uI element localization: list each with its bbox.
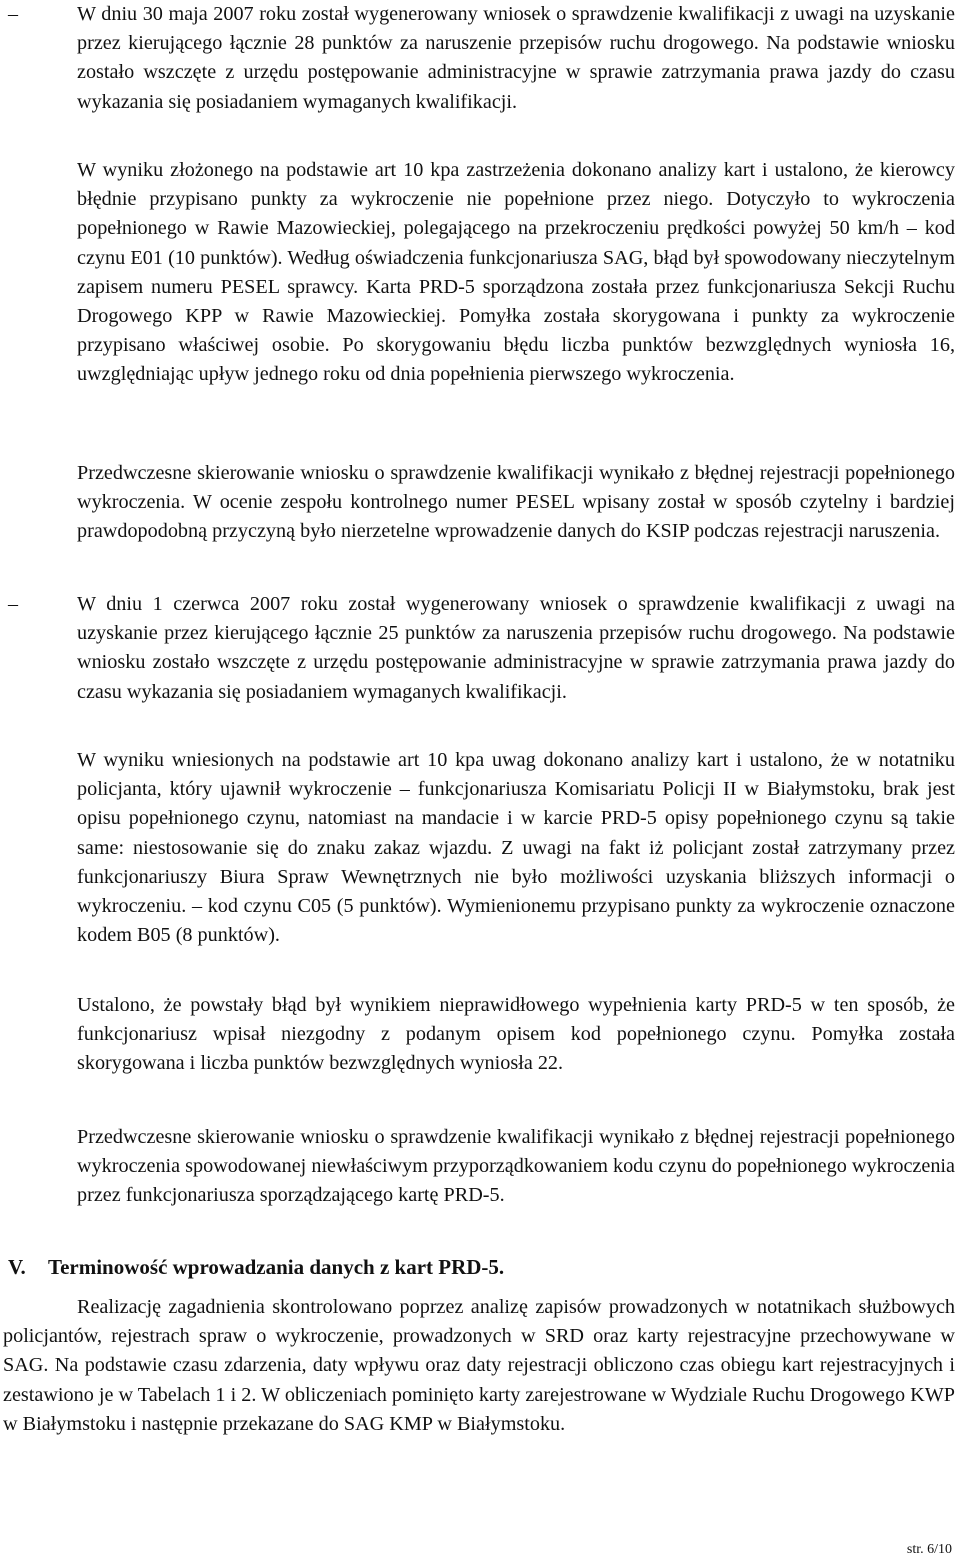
closing-paragraph: Realizację zagadnienia skontrolowano poprzez analizę zapisów prowadzonych w notatnikach służbowych policjantów, rejestrach spraw o wykroczenie, prowadzonych w SRD oraz karty rejestracyjne przechowywane w SAG. Na podstawie czasu zdarzenia, daty wpływu oraz daty rejestracji obliczono czas obiegu kart rejestracyjnych i zestawiono je w Tabelach 1 i 2. W obliczeniach pominięto karty zarejestrowane w Wydziale Ruchu Drogowego KWP w Białymstoku i następnie przekazane do SAG KMP w Białymstoku. — [3, 1296, 955, 1435]
section-title: Terminowość wprowadzania danych z kart PRD-5. — [48, 1255, 505, 1279]
section-heading — [8, 1253, 504, 1282]
item-2-paragraph-1: W dniu 1 czerwca 2007 roku został wygenerowany wniosek o sprawdzenie kwalifikacji z uwagi na uzyskanie przez kierującego łącznie 25 punktów za naruszenia przepisów ruchu drogowego. Na podstawie wniosku zostało wszczęte z urzędu postępowanie administracyjne w sprawie zatrzymania prawa jazdy do czasu wykazania się posiadaniem wymaganych kwalifikacji. — [77, 593, 955, 703]
section-number: V. — [8, 1255, 26, 1279]
page-number: str. 6/10 — [906, 1542, 952, 1557]
item-2-paragraph-2: W wyniku wniesionych na podstawie art 10 kpa uwag dokonano analizy kart i ustalono, że w notatniku policjanta, który ujawnił wykroczenie – funkcjonariusza Komisariatu Policji II w Białymstoku, brak jest opisu popełnionego czynu, natomiast na mandacie i w karcie PRD-5 opisy popełnionego czynu są takie same: niestosowanie się do znaku zakaz wjazdu. Z uwagi na fakt iż policjant został zatrzymany przez funkcjonariuszy Biura Spraw Wewnętrznych nie było możliwości uzyskania bliższych informacji o wykroczeniu. – kod czynu C05 (5 punktów). Wymienionemu przypisano punkty za wykroczenie oznaczone kodem B05 (8 punktów). — [77, 749, 955, 947]
bullet-dash: – — [8, 3, 18, 25]
item-2-paragraph-4: Przedwczesne skierowanie wniosku o sprawdzenie kwalifikacji wynikało z błędnej rejestracji popełnionego wykroczenia spowodowanej niewłaściwym przyporządkowaniem kodu czynu do popełnionego wykroczenia przez funkcjonariusza sporządzającego kartę PRD-5. — [77, 1126, 955, 1207]
item-1-paragraph-2: W wyniku złożonego na podstawie art 10 kpa zastrzeżenia dokonano analizy kart i ustalono, że kierowcy błędnie przypisano punkty za wykroczenie nie popełnione przez niego. Dotyczyło to wykroczenia popełnionego w Rawie Mazowieckiej, polegającego na przekroczeniu prędkości powyżej 50 km/h – kod czynu E01 (10 punktów). Według oświadczenia funkcjonariusza SAG, błąd był spowodowany nieczytelnym zapisem numeru PESEL sprawcy. Karta PRD-5 sporządzona została przez funkcjonariusza Sekcji Ruchu Drogowego KPP w Rawie Mazowieckiej. Pomyłka została skorygowana i punkty za wykroczenie przypisano właściwej osobie. Po skorygowaniu błędu liczba punktów bezwzględnych wyniosła 16, uwzględniając upływ jednego roku od dnia popełnienia pierwszego wykroczenia. — [77, 159, 955, 386]
bullet-dash: – — [8, 593, 18, 615]
item-2-paragraph-3: Ustalono, że powstały błąd był wynikiem nieprawidłowego wypełnienia karty PRD-5 w ten sposób, że funkcjonariusz wpisał niezgodny z podanym opisem kod popełnionego czynu. Pomyłka została skorygowana i liczba punktów bezwzględnych wyniosła 22. — [77, 994, 955, 1075]
item-1-paragraph-1: W dniu 30 maja 2007 roku został wygenerowany wniosek o sprawdzenie kwalifikacji z uwagi na uzyskanie przez kierującego łącznie 28 punktów za naruszenie przepisów ruchu drogowego. Na podstawie wniosku zostało wszczęte z urzędu postępowanie administracyjne w sprawie zatrzymania prawa jazdy do czasu wykazania się posiadaniem wymaganych kwalifikacji. — [77, 3, 955, 113]
item-1-paragraph-3: Przedwczesne skierowanie wniosku o sprawdzenie kwalifikacji wynikało z błędnej rejestracji popełnionego wykroczenia. W ocenie zespołu kontrolnego numer PESEL wpisany został w sposób czytelny i bardziej prawdopodobną przyczyną było nierzetelne wprowadzenie danych do KSIP podczas rejestracji naruszenia. — [77, 462, 955, 543]
